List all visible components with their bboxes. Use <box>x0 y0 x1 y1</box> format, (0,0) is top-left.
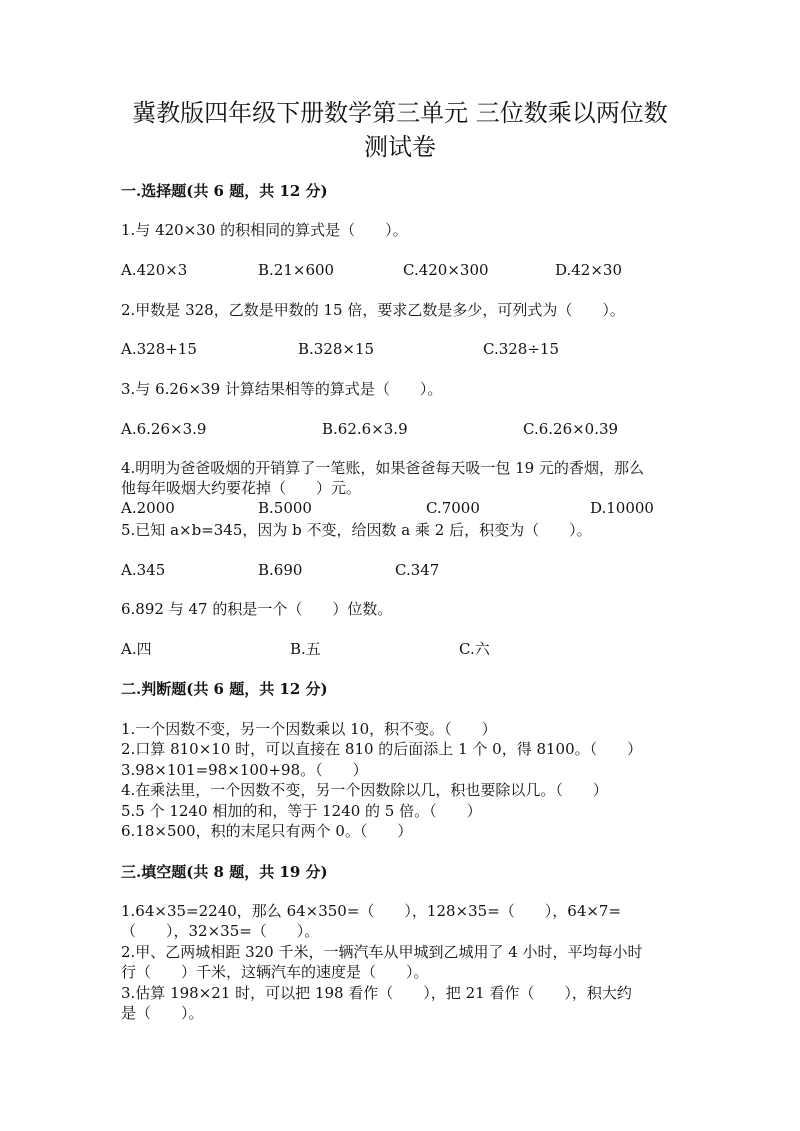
q5-option-a: A.345 <box>121 561 166 579</box>
q1-option-b: B.21×600 <box>258 261 335 279</box>
q6-option-c: C.六 <box>459 640 490 658</box>
fill-item-3-line-1: 3.估算 198×21 时，可以把 198 看作（ ），把 21 看作（ ），积大约 <box>121 984 632 1002</box>
title-line-1: 冀教版四年级下册数学第三单元 三位数乘以两位数 <box>132 99 668 127</box>
fill-item-2-line-2: 行（ ）千米，这辆汽车的速度是（ ）。 <box>121 963 429 981</box>
q6-option-a: A.四 <box>121 640 152 658</box>
q3-option-c: C.6.26×0.39 <box>523 420 619 438</box>
judge-item-3: 3.98×101=98×100+98。（ ） <box>121 761 368 779</box>
q2-option-b: B.328×15 <box>298 340 375 358</box>
q1-option-d: D.42×30 <box>555 261 623 279</box>
q3-option-a: A.6.26×3.9 <box>121 420 207 438</box>
q5-option-b: B.690 <box>258 561 303 579</box>
q1-option-a: A.420×3 <box>121 261 188 279</box>
q4-option-b: B.5000 <box>258 499 312 517</box>
q4-option-d: D.10000 <box>590 499 654 517</box>
q3-option-b: B.62.6×3.9 <box>322 420 408 438</box>
judge-item-2: 2.口算 810×10 时，可以直接在 810 的后面添上 1 个 0，得 8100。（ ） <box>121 740 643 758</box>
fill-item-1-line-1: 1.64×35=2240，那么 64×350=（ ），128×35=（ ），64×7= <box>121 902 622 920</box>
judge-item-4: 4.在乘法里，一个因数不变，另一个因数除以几，积也要除以几。（ ） <box>121 781 608 799</box>
q2-option-a: A.328+15 <box>121 340 197 358</box>
q4-option-c: C.7000 <box>426 499 480 517</box>
judge-item-6: 6.18×500，积的末尾只有两个 0。（ ） <box>121 822 413 840</box>
q2-option-c: C.328÷15 <box>483 340 559 358</box>
fill-item-3-line-2: 是（ ）。 <box>121 1004 204 1022</box>
question-4-line-2: 他每年吸烟大约要花掉（ ）元。 <box>121 479 362 497</box>
question-2: 2.甲数是 328，乙数是甲数的 15 倍，要求乙数是多少，可列式为（ ）。 <box>121 301 625 319</box>
section-heading-choice: 一.选择题(共 6 题，共 12 分) <box>121 182 328 200</box>
q6-option-b: B.五 <box>290 640 321 658</box>
question-3: 3.与 6.26×39 计算结果相等的算式是（ ）。 <box>121 380 443 398</box>
q4-option-a: A.2000 <box>121 499 175 517</box>
question-6: 6.892 与 47 的积是一个（ ）位数。 <box>121 600 393 618</box>
q5-option-c: C.347 <box>395 561 440 579</box>
fill-item-2-line-1: 2.甲、乙两城相距 320 千米，一辆汽车从甲城到乙城用了 4 小时，平均每小时 <box>121 943 643 961</box>
question-4-line-1: 4.明明为爸爸吸烟的开销算了一笔账，如果爸爸每天吸一包 19 元的香烟，那么 <box>121 459 644 477</box>
question-1: 1.与 420×30 的积相同的算式是（ ）。 <box>121 221 408 239</box>
page-title <box>100 96 700 164</box>
question-5: 5.已知 a×b=345，因为 b 不变，给因数 a 乘 2 后，积变为（ ）。 <box>121 521 592 539</box>
q1-option-c: C.420×300 <box>403 261 489 279</box>
section-heading-judge: 二.判断题(共 6 题，共 12 分) <box>121 680 328 698</box>
judge-item-1: 1.一个因数不变，另一个因数乘以 10，积不变。（ ） <box>121 720 497 738</box>
fill-item-1-line-2: （ ），32×35=（ ）。 <box>121 922 320 940</box>
judge-item-5: 5.5 个 1240 相加的和，等于 1240 的 5 倍。（ ） <box>121 802 482 820</box>
title-line-2: 测试卷 <box>364 133 436 161</box>
section-heading-fill: 三.填空题(共 8 题，共 19 分) <box>121 863 328 881</box>
